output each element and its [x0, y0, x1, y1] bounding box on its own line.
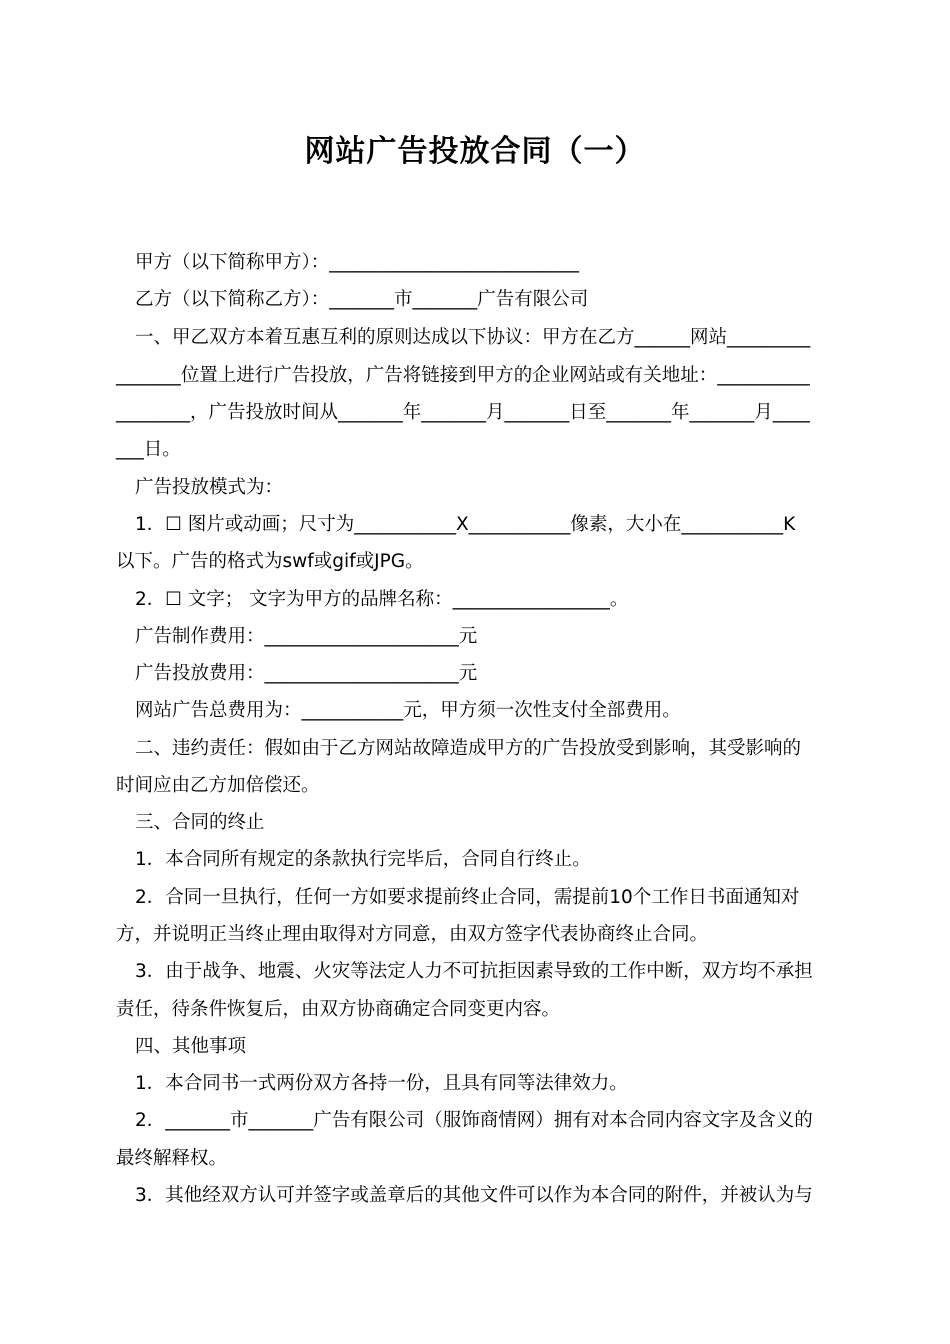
clause-3-item-2-line-1: 2．合同一旦执行，任何一方如要求提前终止合同，需提前10个工作日书面通知对 [135, 887, 800, 908]
party-a-line: 甲方（以下简称甲方）：___________________________ [135, 252, 580, 273]
ad-mode-heading: 广告投放模式为： [135, 477, 284, 498]
document-title: 网站广告投放合同（一） [304, 134, 646, 169]
clause-1-line-1: 一、甲乙双方本着互惠互利的原则达成以下协议：甲方在乙方______网站_________ [135, 327, 811, 348]
clause-3-heading: 三、合同的终止 [135, 812, 265, 833]
ad-mode-image-line-2: 以下。广告的格式为swf或gif或JPG。 [116, 551, 424, 572]
total-fee-line: 网站广告总费用为：___________元，甲方须一次性支付全部费用。 [135, 700, 681, 721]
clause-3-item-2-line-2: 方，并说明正当终止理由取得对方同意，由双方签字代表协商终止合同。 [116, 924, 709, 945]
ad-mode-image-line-1: 1．☐ 图片或动画；尺寸为___________X___________像素，大小在___________K [135, 514, 796, 535]
clause-3-item-3-line-2: 责任，待条件恢复后，由双方协商确定合同变更内容。 [116, 999, 561, 1020]
production-fee-line: 广告制作费用：_____________________元 [135, 626, 478, 647]
clause-4-heading: 四、其他事项 [135, 1036, 247, 1057]
clause-1-line-4: ___日。 [116, 439, 181, 460]
clause-4-item-3-line-1: 3．其他经双方认可并签字或盖章后的其他文件可以作为本合同的附件，并被认为与 [135, 1185, 813, 1206]
ad-mode-text-line: 2．☐ 文字； 文字为甲方的品牌名称：_________________。 [135, 589, 629, 610]
party-b-line: 乙方（以下简称乙方）：_______市_______广告有限公司 [135, 289, 589, 310]
clause-4-item-2-line-1: 2．_______市_______广告有限公司（服饰商情网）拥有对本合同内容文字及含义的 [135, 1110, 813, 1131]
clause-3-item-3-line-1: 3．由于战争、地震、火灾等法定人力不可抗拒因素导致的工作中断，双方均不承担 [135, 961, 813, 982]
clause-3-item-1: 1．本合同所有规定的条款执行完毕后，合同自行终止。 [135, 849, 591, 870]
clause-4-item-1: 1．本合同书一式两份双方各持一份，且具有同等法律效力。 [135, 1073, 628, 1094]
clause-1-line-3: ________，广告投放时间从_______年_______月_______日至_______年_______月____ [116, 402, 810, 423]
placement-fee-line: 广告投放费用：_____________________元 [135, 663, 478, 684]
clause-4-item-2-line-2: 最终解释权。 [116, 1148, 228, 1169]
clause-1-line-2: _______位置上进行广告投放，广告将链接到甲方的企业网站或有关地址：__________ [116, 365, 810, 386]
clause-2-line-1: 二、违约责任：假如由于乙方网站故障造成甲方的广告投放受到影响，其受影响的 [135, 738, 802, 759]
clause-2-line-2: 时间应由乙方加倍偿还。 [116, 775, 320, 796]
